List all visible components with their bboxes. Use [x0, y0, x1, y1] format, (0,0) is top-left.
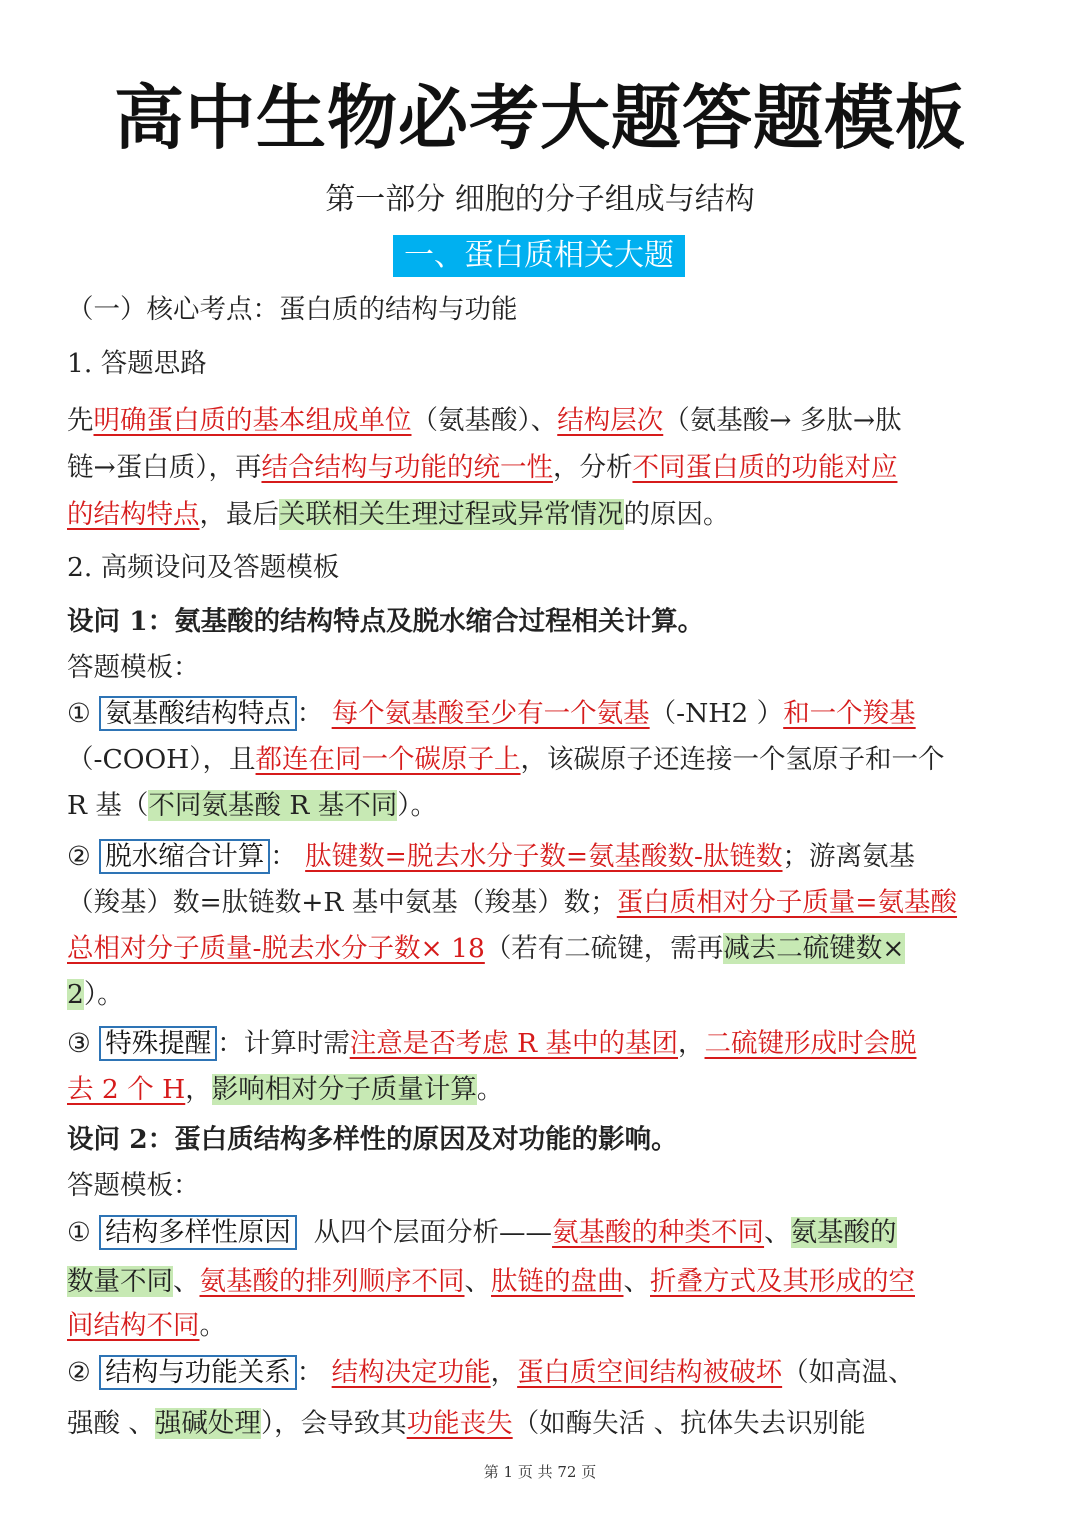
- q1-item-1-line-2: （-COOH），且都连在同一个碳原子上，该碳原子还连接一个氢原子和一个: [67, 744, 945, 775]
- q2-item-1-line-1: ① 结构多样性原因 从四个层面分析——氨基酸的种类不同、氨基酸的: [67, 1217, 897, 1248]
- question-1: 设问 1：氨基酸的结构特点及脱水缩合过程相关计算。: [67, 606, 705, 637]
- q2-item-2-line-1: ② 结构与功能关系 ： 结构决定功能，蛋白质空间结构被破坏（如高温、: [67, 1357, 915, 1388]
- q1-item-3-line-2: 去 2 个 H，影响相对分子质量计算。: [67, 1074, 504, 1105]
- q1-item-2-line-3: 总相对分子质量-脱去水分子数× 18（若有二硫键，需再减去二硫键数×: [67, 933, 905, 964]
- approach-line-1: 先明确蛋白质的基本组成单位（氨基酸）、结构层次（氨基酸→ 多肽→肽: [67, 405, 902, 436]
- template-label-1: 答题模板：: [67, 652, 200, 683]
- document-title: 高中生物必考大题答题模板: [114, 77, 966, 159]
- q1-item-2-line-4: 2）。: [67, 979, 124, 1010]
- question-2: 设问 2：蛋白质结构多样性的原因及对功能的影响。: [67, 1124, 678, 1155]
- approach-line-3: 的结构特点，最后关联相关生理过程或异常情况的原因。: [67, 499, 730, 530]
- section-heading: 一、蛋白质相关大题: [393, 235, 685, 277]
- q1-item-2-line-1: ② 脱水缩合计算 ： 肽键数=脱去水分子数=氨基酸数-肽链数；游离氨基: [67, 841, 916, 872]
- q1-item-3-line-1: ③ 特殊提醒 ：计算时需注意是否考虑 R 基中的基团，二硫键形成时会脱: [67, 1028, 917, 1059]
- part-subtitle: 第一部分 细胞的分子组成与结构: [325, 182, 755, 217]
- q1-item-1-line-3: R 基（不同氨基酸 R 基不同）。: [67, 790, 437, 821]
- q2-item-1-line-2: 数量不同、氨基酸的排列顺序不同、肽链的盘曲、折叠方式及其形成的空: [67, 1266, 915, 1297]
- q1-item-1-line-1: ① 氨基酸结构特点 ： 每个氨基酸至少有一个氨基（-NH2 ）和一个羧基: [67, 698, 916, 729]
- q2-item-2-line-2: 强酸 、强碱处理），会导致其功能丧失（如酶失活 、抗体失去识别能: [67, 1408, 866, 1439]
- heading-templates: 2. 高频设问及答题模板: [67, 552, 340, 583]
- core-topic: （一）核心考点：蛋白质的结构与功能: [67, 294, 518, 325]
- template-label-2: 答题模板：: [67, 1170, 200, 1201]
- page-footer: 第 1 页 共 72 页: [483, 1463, 597, 1481]
- heading-approach: 1. 答题思路: [67, 348, 207, 379]
- q1-item-2-line-2: （羧基）数=肽链数+R 基中氨基（羧基）数；蛋白质相对分子质量=氨基酸: [67, 887, 958, 918]
- approach-line-2: 链→蛋白质），再结合结构与功能的统一性，分析不同蛋白质的功能对应: [67, 452, 898, 483]
- q2-item-1-line-3: 间结构不同。: [67, 1310, 226, 1341]
